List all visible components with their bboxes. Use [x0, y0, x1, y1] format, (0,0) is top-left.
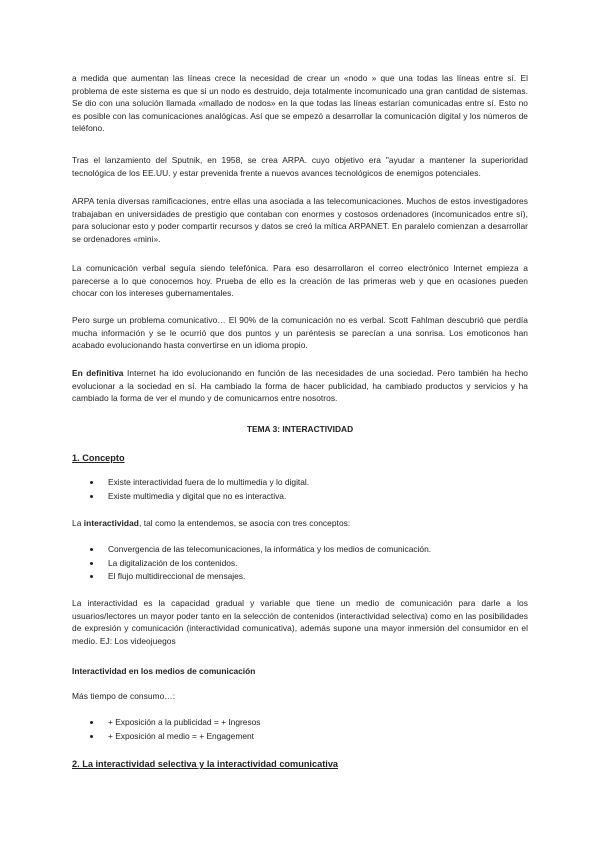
list-item: La digitalización de los contenidos. [90, 557, 520, 571]
paragraph-email: La comunicación verbal seguía siendo telefónica. Para eso desarrollaron el correo electrónico Internet empieza a parecerse a lo que conocemos hoy. Prueba de ello es la creación de las primeras web y que en ocasiones pueden chocar con los intereses gubernamentales. [72, 263, 528, 299]
subheading-media: Interactividad en los medios de comunicación [72, 666, 256, 676]
bullet-icon [90, 548, 93, 551]
paragraph-conclusion [72, 367, 528, 405]
bullet-icon [90, 481, 93, 484]
topic-title: TEMA 3: INTERACTIVIDAD [246, 424, 354, 434]
paragraph-interactivity-intro: La interactividad, tal como la entendemos, se asocia con tres conceptos: [72, 518, 351, 528]
bullet-icon [90, 575, 93, 578]
paragraph-emoticons: Pero surge un problema comunicativo… El 90% de la comunicación no es verbal. Scott Fahlman descubrió que perdía mucha información y se le ocurrió que dos puntos y un paréntesis se parecían a una sonrisa. Los emoticonos han acabado evolucionando hasta convertirse en un idioma propio. [72, 315, 528, 351]
list-item: Existe multimedia y digital que no es interactiva. [90, 490, 520, 504]
concept-bullet-list [90, 476, 520, 503]
bullet-icon [90, 721, 93, 724]
list-item: Existe interactividad fuera de lo multimedia y lo digital. [90, 476, 520, 490]
paragraph-definition: La interactividad es la capacidad gradual y variable que tiene un medio de comunicación para darle a los usuarios/lectores un mayor poder tanto en la selección de contenidos (interactividad selectiva) como en las posibilidades de expresión y comunicación (interactividad comunicativa), además supone una mayor inmersión del consumidor en el medio. EJ: Los videojuegos [72, 598, 528, 646]
paragraph-sputnik: Tras el lanzamiento del Sputnik, en 1958, se crea ARPA. cuyo objetivo era "ayudar a mantener la superioridad tecnológica de los EE.UU. y estar prevenida frente a nuevos avances tecnológicos de enemigos potenciales. [72, 155, 528, 178]
concepts-bullet-list [90, 543, 520, 584]
conclusion-lead: En definitiva [72, 368, 124, 378]
conclusion-text: Internet ha ido evolucionando en función de las necesidades de una sociedad. Pero también ha hecho evolucionar a la sociedad en sí. Ha cambiado la forma de hacer publicidad, ha cambiado productos y servicios y ha cambiado la forma de ver el mundo y de comunicarnos entre nosotros. [72, 368, 528, 404]
section-heading-concept: 1. Concepto [72, 453, 125, 463]
consumption-intro: Más tiempo de consumo…: [72, 691, 176, 701]
paragraph-nodes: a medida que aumentan las líneas crece la necesidad de crear un «nodo » que una todas las líneas entre sí. El problema de este sistema es que si un nodo es destruido, deja totalmente incomunicado una gran cantidad de sistemas. Se dio con una solución llamada «mallado de nodos» en la que todas las líneas estarían comunicadas entre sí. Esto no es posible con las comunicaciones analógicas. Así que se empezó a desarrollar la comunicación digital y los números de teléfono. [72, 73, 528, 134]
interactivity-term: interactividad [83, 518, 139, 528]
list-item: Convergencia de las telecomunicaciones, la informática y los medios de comunicación. [90, 543, 520, 557]
bullet-icon [90, 562, 93, 565]
list-item: El flujo multidireccional de mensajes. [90, 570, 520, 584]
bullet-icon [90, 735, 93, 738]
list-item: + Exposición al medio = + Engagement [90, 730, 520, 744]
consumption-bullet-list [90, 716, 520, 743]
list-item: + Exposición a la publicidad = + Ingresos [90, 716, 520, 730]
bullet-icon [90, 495, 93, 498]
paragraph-arpa: ARPA tenía diversas ramificaciones, entre ellas una asociada a las telecomunicaciones. Muchos de estos investigadores trabajaban en universidades de prestigio que contaban con enormes y costosos ordenadores (incomunicados entre sí), para solucionar esto y poder compartir recursos y datos se creó la mítica ARPANET. En paralelo comienzan a desarrollar se ordenadores «mini». [72, 196, 528, 244]
section-heading-selective: 2. La interactividad selectiva y la interactividad comunicativa [72, 759, 339, 769]
